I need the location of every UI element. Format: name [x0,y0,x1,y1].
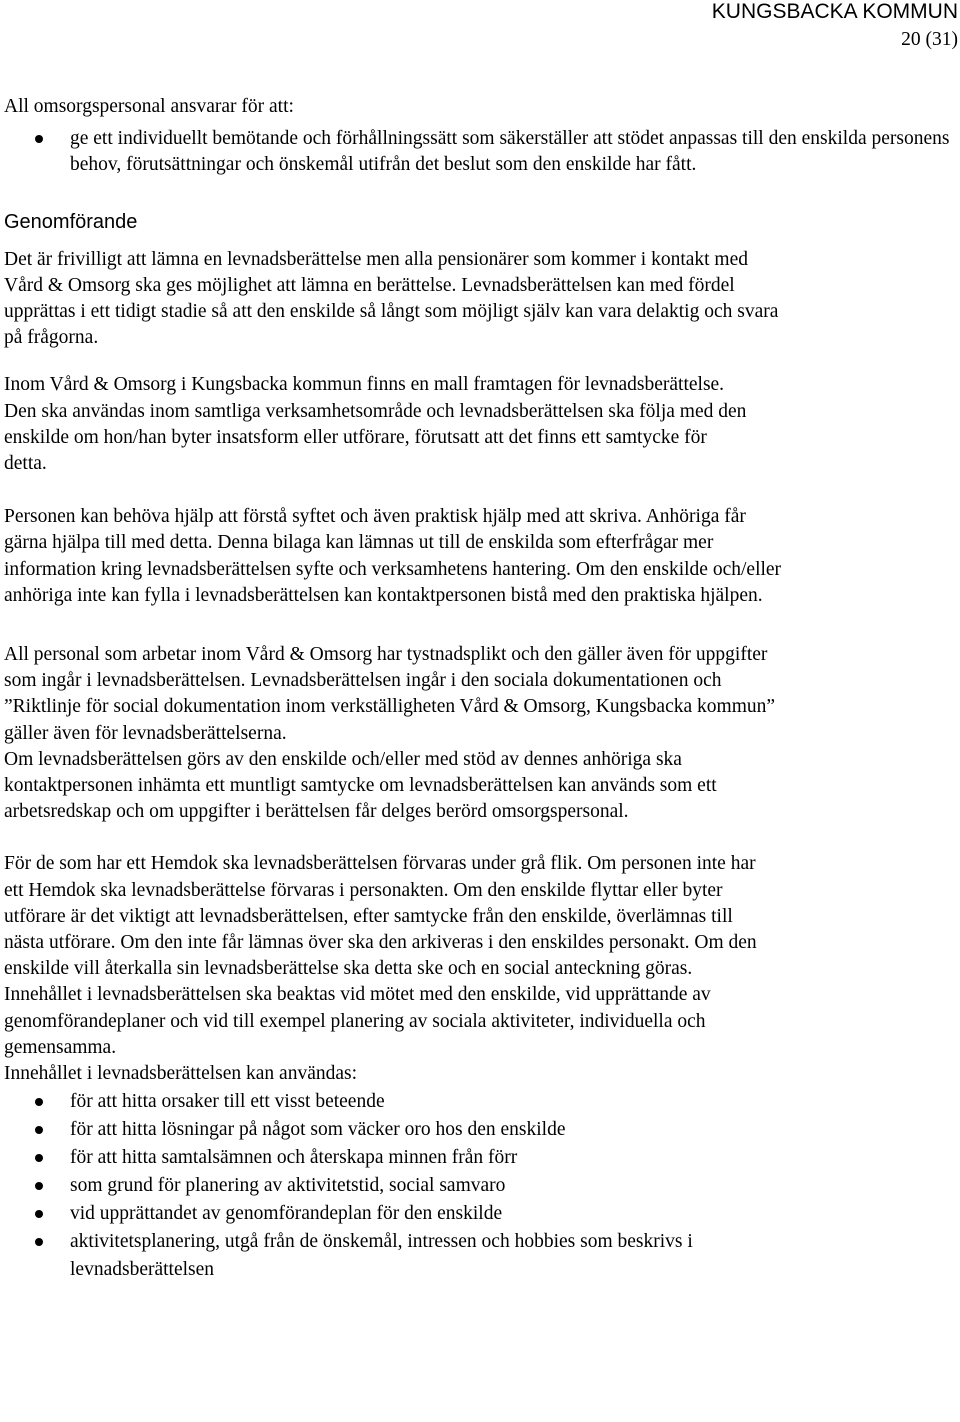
list-item [4,1172,724,1200]
paragraph: Om levnadsberättelsen görs av den enskilde och/eller med stöd av dennes anhöriga ska kontaktpersonen inhämta ett muntligt samtycke om levnadsberättelsen kan används som ett arbetsredskap och om uppgifter i berättelsen får delges berörd omsorgspersonal. [4,748,717,823]
responsibility-list [4,126,954,178]
list-item [4,1200,724,1228]
paragraph: För de som har ett Hemdok ska levnadsberättelsen förvaras under grå flik. Om personen inte har ett Hemdok ska levnadsberättelse förvaras i personakten. Om den enskilde flyttar eller byter utförare är det viktigt att levnadsberättelsen, efter samtycke från den enskilde, överlämnas till nästa utförare. Om den inte får lämnas över ska den arkiveras i den enskildes personakt. Om den enskilde vill återkalla sin levnadsberättelse ska detta ske och en social anteckning göras. [4,853,757,980]
paragraph: Innehållet i levnadsberättelsen kan användas: [4,1063,358,1085]
paragraph: Det är frivilligt att lämna en levnadsberättelse men alla pensionärer som kommer i kontakt med Vård & Omsorg ska ges möjlighet att lämna en berättelse. Levnadsberättelsen kan med fördel upprättas i ett tidigt stadie så att den enskilde så långt som möjligt själv kan vara delaktig och svara på frågorna. [4,248,779,349]
intro-text: All omsorgspersonal ansvarar för att: [4,96,294,117]
bullet-icon [35,1238,43,1246]
page-header [712,0,958,52]
section-heading: Genomförande [4,210,138,233]
list-item [4,1088,724,1116]
document-body [4,94,954,1284]
list-item [4,1144,724,1172]
bullet-icon [35,1154,43,1162]
bullet-icon [35,1126,43,1134]
list-item-text: vid upprättandet av genomförandeplan för den enskilde [70,1203,503,1225]
list-item [4,1228,724,1284]
list-item-text: ge ett individuellt bemötande och förhållningssätt som säkerställer att stödet anpassas till den enskilda personens behov, förutsättningar och önskemål utifrån det beslut som den enskilde har fått. [70,128,950,176]
paragraph: All personal som arbetar inom Vård & Omsorg har tystnadsplikt och den gäller även för uppgifter som ingår i levnadsberättelsen. Levnadsberättelsen ingår i den sociala dokumentationen och ”Riktlinje för social dokumentation inom verkställigheten Vård & Omsorg, Kungsbacka kommun” gäller även för levnadsberättelserna. [4,644,776,744]
bullet-icon [35,1098,43,1106]
paragraph: Innehållet i levnadsberättelsen ska beaktas vid mötet med den enskilde, vid upprättande av genomförandeplaner och vid till exempel planering av sociala aktiviteter, individuella och gemensamma. [4,984,711,1058]
list-item [4,1116,724,1144]
list-item [4,126,954,178]
paragraph: Personen kan behöva hjälp att förstå syftet och även praktisk hjälp med att skriva. Anhöriga får gärna hjälpa till med detta. Denna bilaga kan lämnas ut till de enskilda som efterfrågar mer information kring levnadsberättelsen syfte och verksamhetens hantering. Om den enskilde och/eller anhöriga inte kan fylla i levnadsberättelsen kan kontaktpersonen bistå med den praktiska hjälpen. [4,506,782,606]
bullet-icon [35,1182,43,1190]
organization-name: KUNGSBACKA KOMMUN [711,0,958,23]
list-item-text: för att hitta samtalsämnen och återskapa minnen från förr [70,1147,518,1169]
list-item-text: för att hitta lösningar på något som väcker oro hos den enskilde [70,1119,566,1141]
bullet-icon [35,135,43,143]
list-item-text: för att hitta orsaker till ett visst beteende [70,1091,385,1113]
list-item-text: aktivitetsplanering, utgå från de önskemål, intressen och hobbies som beskrivs i levnadsberättelsen [70,1231,693,1281]
usage-list [4,1088,724,1284]
paragraph: Inom Vård & Omsorg i Kungsbacka kommun finns en mall framtagen för levnadsberättelse. Den ska användas inom samtliga verksamhetsområde och levnadsberättelsen ska följa med den enskilde om hon/han byter insatsform eller utförare, förutsatt att det finns ett samtycke för detta. [4,374,747,475]
bullet-icon [35,1210,43,1218]
list-item-text: som grund för planering av aktivitetstid, social samvaro [70,1175,506,1197]
page-number: 20 (31) [901,29,958,50]
